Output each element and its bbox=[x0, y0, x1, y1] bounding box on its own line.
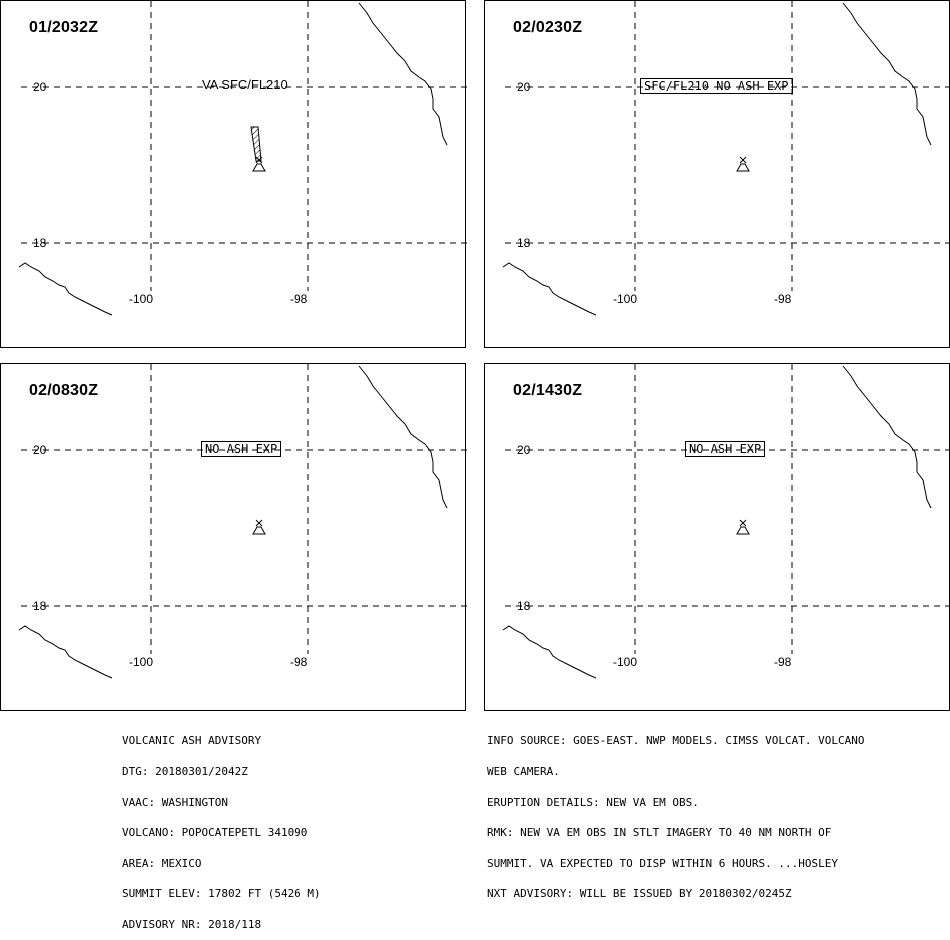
coastline-southwest bbox=[19, 626, 112, 678]
lon-label-minus100: -100 bbox=[129, 292, 154, 306]
advisory-line: VAAC: WASHINGTON bbox=[122, 795, 228, 809]
ash-level-annotation: VA SFC/FL210 bbox=[202, 77, 288, 92]
advisory-line: VOLCANO: POPOCATEPETL 341090 bbox=[122, 826, 308, 840]
lon-label-minus98: -98 bbox=[774, 292, 792, 306]
graticule bbox=[505, 364, 950, 654]
coastline-southwest bbox=[19, 263, 112, 315]
coastline-northeast bbox=[843, 3, 931, 145]
advisory-line: DTG: 20180301/2042Z bbox=[122, 765, 248, 779]
lon-label-minus100: -100 bbox=[613, 655, 638, 669]
panel-valid-time: 02/0830Z bbox=[29, 382, 99, 399]
advisory-line: ERUPTION DETAILS: NEW VA EM OBS. bbox=[487, 795, 699, 809]
volcano-symbol-icon bbox=[737, 157, 749, 171]
map-panel-4 bbox=[484, 363, 950, 711]
lat-label-20: 20 bbox=[517, 443, 531, 457]
map-3-graphics bbox=[1, 364, 467, 712]
lon-label-minus98: -98 bbox=[774, 655, 792, 669]
map-1-graphics bbox=[1, 1, 467, 349]
graticule bbox=[21, 1, 467, 291]
advisory-line: ADVISORY NR: 2018/118 bbox=[122, 918, 262, 932]
advisory-line: NXT ADVISORY: WILL BE ISSUED BY 20180302/0245Z bbox=[487, 887, 792, 901]
advisory-line: SUMMIT ELEV: 17802 FT (5426 M) bbox=[122, 887, 321, 901]
map-2-graphics bbox=[485, 1, 950, 349]
lon-label-minus98: -98 bbox=[290, 292, 308, 306]
lat-label-18: 18 bbox=[33, 236, 47, 250]
volcano-symbol-icon bbox=[737, 520, 749, 534]
panel-valid-time: 01/2032Z bbox=[29, 19, 99, 36]
map-panel-3 bbox=[0, 363, 466, 711]
volcano-symbol-icon bbox=[253, 520, 265, 534]
lon-label-minus98: -98 bbox=[290, 655, 308, 669]
map-4-graphics bbox=[485, 364, 950, 712]
coastline-northeast bbox=[359, 366, 447, 508]
panel-valid-time: 02/0230Z bbox=[513, 19, 583, 36]
advisory-line: INFO SOURCE: GOES-EAST. NWP MODELS. CIMSS VOLCAT. VOLCANO bbox=[487, 734, 865, 748]
coastline-northeast bbox=[359, 3, 447, 145]
graticule bbox=[21, 364, 467, 654]
coastline-southwest bbox=[503, 626, 596, 678]
lat-label-20: 20 bbox=[33, 80, 47, 94]
advisory-line: AREA: MEXICO bbox=[122, 856, 202, 870]
lat-label-18: 18 bbox=[517, 599, 531, 613]
lat-label-20: 20 bbox=[517, 80, 531, 94]
lat-label-20: 20 bbox=[33, 443, 47, 457]
advisory-line: SUMMIT. VA EXPECTED TO DISP WITHIN 6 HOURS. ...HOSLEY bbox=[487, 856, 838, 870]
advisory-remarks-block bbox=[487, 716, 865, 910]
forecast-annotation-box: NO ASH EXP bbox=[201, 441, 281, 457]
graticule bbox=[505, 1, 950, 291]
panel-valid-time: 02/1430Z bbox=[513, 382, 583, 399]
advisory-line: WEB CAMERA. bbox=[487, 765, 560, 779]
ash-cloud-area bbox=[251, 127, 261, 161]
map-panel-2 bbox=[484, 0, 950, 348]
map-panel-1 bbox=[0, 0, 466, 348]
lon-label-minus100: -100 bbox=[129, 655, 154, 669]
lat-label-18: 18 bbox=[33, 599, 47, 613]
coastline-southwest bbox=[503, 263, 596, 315]
forecast-annotation-box: NO ASH EXP bbox=[685, 441, 765, 457]
forecast-annotation-box: SFC/FL210 NO ASH EXP bbox=[640, 78, 793, 94]
advisory-line: RMK: NEW VA EM OBS IN STLT IMAGERY TO 40 NM NORTH OF bbox=[487, 826, 832, 840]
advisory-header-block bbox=[122, 716, 321, 940]
lon-label-minus100: -100 bbox=[613, 292, 638, 306]
advisory-line: VOLCANIC ASH ADVISORY bbox=[122, 734, 262, 748]
coastline-northeast bbox=[843, 366, 931, 508]
lat-label-18: 18 bbox=[517, 236, 531, 250]
